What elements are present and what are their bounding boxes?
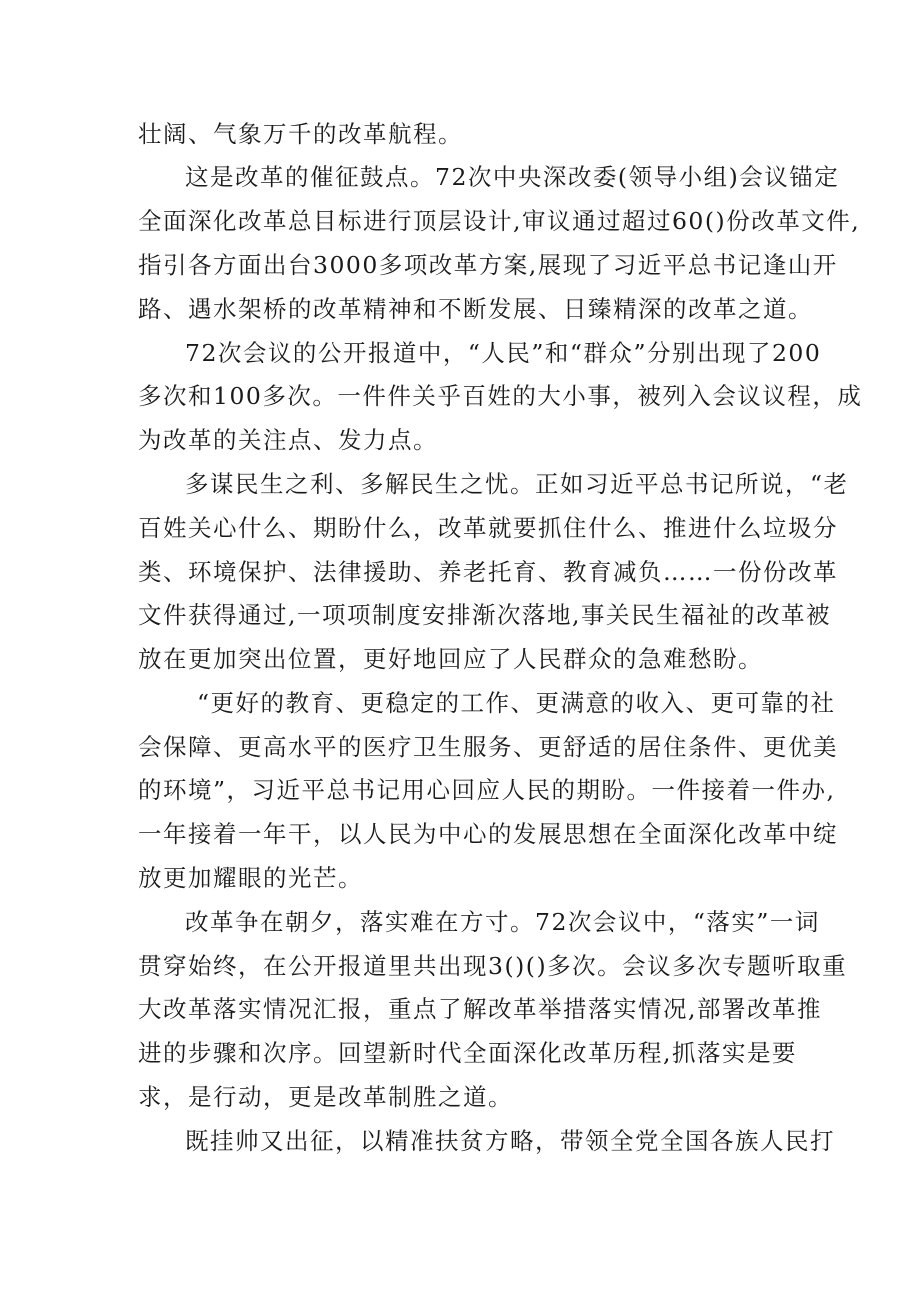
text-line: 一年接着一年干，以人民为中心的发展思想在全面深化改革中绽 [138, 820, 838, 848]
text-line: 大改革落实情况汇报，重点了解改革举措落实情况,部署改革推 [138, 995, 822, 1023]
text-line: 百姓关心什么、期盼什么，改革就要抓住什么、推进什么垃圾分 [138, 514, 838, 542]
text-line: 多次和100多次。一件件关乎百姓的大小事，被列入会议议程，成 [138, 382, 863, 410]
text-line: 会保障、更高水平的医疗卫生服务、更舒适的居住条件、更优美 [138, 733, 838, 761]
text-line: 进的步骤和次序。回望新时代全面深化改革历程,抓落实是要 [138, 1039, 797, 1067]
text-line: 多谋民生之利、多解民生之忧。正如习近平总书记所说，“老 [185, 470, 849, 498]
text-line: 放在更加突出位置，更好地回应了人民群众的急难愁盼。 [138, 645, 763, 673]
text-line: 路、遇水架桥的改革精神和不断发展、日臻精深的改革之道。 [138, 295, 813, 323]
text-line: “更好的教育、更稳定的工作、更满意的收入、更可靠的社 [197, 689, 836, 717]
text-line: 改革争在朝夕，落实难在方寸。72次会议中，“落实”一词 [185, 908, 820, 936]
text-line: 全面深化改革总目标进行顶层设计,审议通过超过60()份改革文件, [138, 207, 861, 235]
text-line: 这是改革的催征鼓点。72次中央深改委(领导小组)会议锚定 [185, 163, 840, 191]
text-line: 72次会议的公开报道中，“人民”和“群众”分别出现了200 [185, 339, 822, 367]
text-line: 类、环境保护、法律援助、养老托育、教育减负……一份份改革 [138, 558, 838, 586]
text-line: 的环境”，习近平总书记用心回应人民的期盼。一件接着一件办, [138, 776, 836, 804]
text-line: 求，是行动，更是改革制胜之道。 [138, 1083, 513, 1111]
text-line: 为改革的关注点、发力点。 [138, 426, 438, 454]
text-line: 壮阔、气象万千的改革航程。 [138, 120, 463, 148]
text-line: 贯穿始终，在公开报道里共出现3()()多次。会议多次专题听取重 [138, 952, 848, 980]
text-line: 既挂帅又出征，以精准扶贫方略，带领全党全国各族人民打 [185, 1127, 835, 1155]
text-line: 放更加耀眼的光芒。 [138, 864, 363, 892]
text-line: 指引各方面出台3000多项改革方案,展现了习近平总书记逢山开 [138, 251, 838, 279]
text-line: 文件获得通过,一项项制度安排渐次落地,事关民生福祉的改革被 [138, 601, 831, 629]
